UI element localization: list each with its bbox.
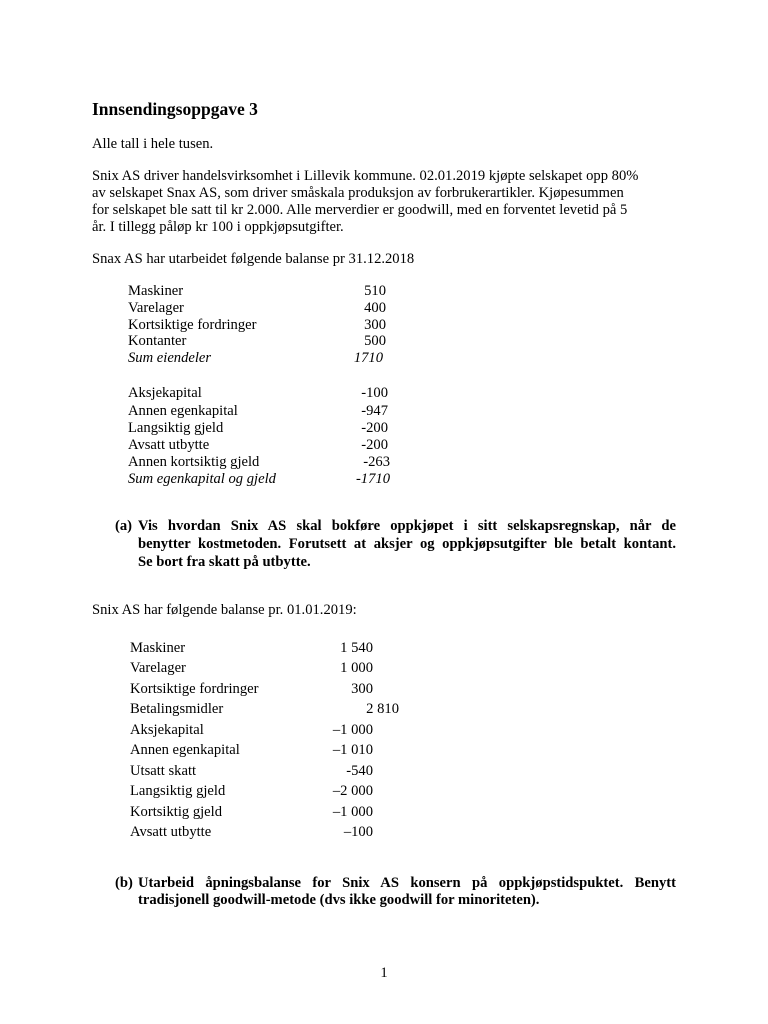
description-line: for selskapet ble satt til kr 2.000. Alle merverdier er goodwill, med en forventet levetid på 5 xyxy=(92,202,628,218)
question-b-line: Utarbeid åpningsbalanse for Snix AS konsern på oppkjøpstidspuktet. Benytt xyxy=(138,875,676,891)
snix-row-label: Avsatt utbytte xyxy=(130,824,212,840)
page-number: 1 xyxy=(380,965,388,981)
snix-row-value: -540 xyxy=(346,763,373,779)
snix-row-label: Annen egenkapital xyxy=(130,742,240,758)
snix-row-value: 2 810 xyxy=(366,701,399,717)
snax-asset-value: 300 xyxy=(364,317,386,333)
question-b xyxy=(115,875,676,913)
snix-row-value: –1 000 xyxy=(332,722,373,738)
snix-row-label: Utsatt skatt xyxy=(130,763,197,779)
snix-row-value: –2 000 xyxy=(332,783,373,799)
snax-asset-label: Varelager xyxy=(128,300,184,316)
snax-asset-label: Maskiner xyxy=(128,283,184,299)
snix-row-value: 1 000 xyxy=(340,660,373,676)
snax-assets-total-label: Sum eiendeler xyxy=(128,350,212,366)
question-b-marker: (b) xyxy=(115,875,133,891)
snax-asset-value: 500 xyxy=(364,333,386,349)
question-a-line: benytter kostmetoden. Forutsett at aksjer og oppkjøpsutgifter ble betalt kontant. xyxy=(138,536,676,552)
question-b-line: tradisjonell goodwill-metode (dvs ikke goodwill for minoriteten). xyxy=(138,892,540,908)
snix-row-value: 300 xyxy=(351,681,373,697)
snix-row-value: –100 xyxy=(343,824,373,840)
snix-row-label: Langsiktig gjeld xyxy=(130,783,226,799)
snax-liability-label: Avsatt utbytte xyxy=(128,437,210,453)
question-a xyxy=(115,518,676,574)
question-a-line: Se bort fra skatt på utbytte. xyxy=(138,554,311,570)
snax-balance-heading: Snax AS har utarbeidet følgende balanse pr 31.12.2018 xyxy=(92,251,415,267)
snix-row-value: 1 540 xyxy=(340,640,373,656)
snax-liability-value: -263 xyxy=(363,454,390,470)
snax-assets-total-value: 1710 xyxy=(353,350,383,366)
description-line: Snix AS driver handelsvirksomhet i Lillevik kommune. 02.01.2019 kjøpte selskapet opp 80% xyxy=(92,168,639,184)
snix-row-label: Betalingsmidler xyxy=(130,701,224,717)
snax-liability-value: -200 xyxy=(361,420,388,436)
snix-row-label: Aksjekapital xyxy=(130,722,204,738)
question-a-marker: (a) xyxy=(115,518,133,534)
snax-liabilities-total-value: -1710 xyxy=(355,471,390,487)
snix-row-label: Maskiner xyxy=(130,640,186,656)
snix-balance-heading: Snix AS har følgende balanse pr. 01.01.2019: xyxy=(92,602,357,618)
page-title: Innsendingsoppgave 3 xyxy=(92,99,258,119)
snix-row-label: Varelager xyxy=(130,660,186,676)
snax-asset-label: Kortsiktige fordringer xyxy=(128,317,257,333)
snix-row-value: –1 000 xyxy=(332,804,373,820)
snax-asset-label: Kontanter xyxy=(128,333,187,349)
snax-liability-value: -100 xyxy=(361,385,388,401)
description-line: av selskapet Snax AS, som driver småskala produksjon av forbrukerartikler. Kjøpesummen xyxy=(92,185,624,201)
snax-liability-label: Annen kortsiktig gjeld xyxy=(128,454,260,470)
question-a-line: Vis hvordan Snix AS skal bokføre oppkjøpet i sitt selskapsregnskap, når de xyxy=(138,518,676,534)
snax-liability-value: -947 xyxy=(361,403,388,419)
snix-row-label: Kortsiktige fordringer xyxy=(130,681,259,697)
snax-liability-value: -200 xyxy=(361,437,388,453)
snax-asset-value: 400 xyxy=(364,300,386,316)
snax-liabilities-total-label: Sum egenkapital og gjeld xyxy=(128,471,276,487)
snax-liability-label: Langsiktig gjeld xyxy=(128,420,224,436)
snax-liability-label: Aksjekapital xyxy=(128,385,202,401)
snax-asset-value: 510 xyxy=(364,283,386,299)
snix-row-label: Kortsiktig gjeld xyxy=(130,804,223,820)
snax-liability-label: Annen egenkapital xyxy=(128,403,238,419)
snix-row-value: –1 010 xyxy=(332,742,373,758)
intro-text: Alle tall i hele tusen. xyxy=(92,136,214,152)
description-line: år. I tillegg påløp kr 100 i oppkjøpsutgifter. xyxy=(92,219,344,235)
